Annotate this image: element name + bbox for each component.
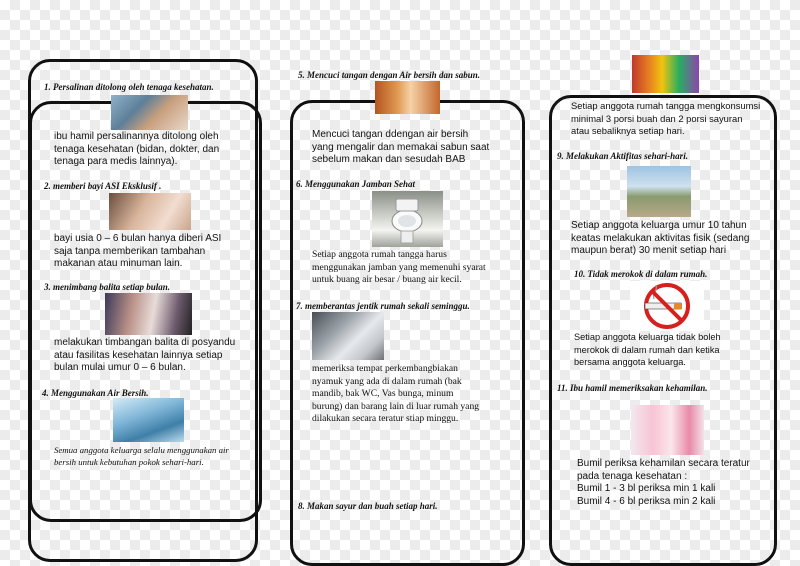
heading-7: 7. memberantas jentik rumah sekali seminggu.	[296, 301, 470, 311]
heading-5: 5. Mencuci tangan dengan Air bersih dan sabun.	[298, 70, 480, 80]
heading-8: 8. Makan sayur dan buah setiap hari.	[298, 501, 438, 511]
heading-9: 9. Melakukan Aktifitas sehari-hari.	[557, 151, 688, 161]
image-fogging	[312, 312, 384, 360]
heading-3: 3. menimbang balita setiap bulan.	[44, 282, 171, 292]
text-9: Setiap anggota keluarga umur 10 tahun keatas melakukan aktivitas fisik (sedang maupun berat) 30 menit setiap hari	[571, 220, 750, 256]
heading-10: 10. Tidak merokok di dalam rumah.	[574, 269, 708, 279]
image-childbirth	[111, 95, 188, 130]
text-6: Setiap anggota rumah tangga harus menggunakan jamban yang memenuhi syarat untuk buang air besar / buang air kecil.	[312, 249, 486, 285]
image-pregnancy-check	[631, 405, 704, 455]
text-3: melakukan timbangan balita di posyandu atau fasilitas kesehatan lainnya setiap bulan mulai umur 0 – 6 bulan.	[54, 337, 236, 373]
text-4: Semua anggota keluarga selalu menggunakan air bersih untuk kebutuhan pokok sehari-hari.	[54, 445, 229, 467]
heading-6: 6. Menggunakan Jamban Sehat	[296, 179, 416, 189]
heading-2: 2. memberi bayi ASI Eksklusif .	[44, 181, 162, 191]
image-handwashing	[375, 81, 440, 114]
image-exercise	[627, 166, 691, 217]
image-toilet	[372, 191, 443, 247]
image-fruits-vegetables	[632, 55, 699, 93]
text-11: Bumil periksa kehamilan secara teratur pada tenaga kesehatan : Bumil 1 - 3 bl periksa min 1 kali Bumil 4 - 6 bl periksa min 2 kali	[577, 458, 750, 507]
no-smoking-icon	[630, 281, 704, 331]
toilet-icon	[372, 191, 443, 247]
text-7: memeriksa tempat perkembangbiakan nyamuk yang ada di dalam rumah (bak mandib, bak WC, Vas bunga, minum burung) dan barang lain di luar rumah yang dilakukan secara teratur stiap minggu.	[312, 363, 480, 424]
heading-4: 4. Menggunakan Air Bersih.	[42, 388, 149, 398]
image-weighing	[105, 293, 192, 335]
heading-1: 1. Persalinan ditolong oleh tenaga kesehatan.	[44, 82, 214, 92]
text-5: Mencuci tangan ddengan air bersih yang mengalir dan memakai sabun saat sebelum makan dan sesudah BAB	[312, 129, 490, 165]
text-1: ibu hamil persalinannya ditolong oleh tenaga kesehatan (bidan, dokter, dan tenaga para medis lainnya).	[54, 131, 220, 167]
text-10: Setiap anggota keluarga tidak boleh merokok di dalam rumah dan ketika bersama anggota keluarga.	[574, 332, 721, 367]
image-breastfeeding	[109, 193, 191, 230]
text-2: bayi usia 0 – 6 bulan hanya diberi ASI saja tanpa memberikan tambahan makanan atau minuman lain.	[54, 233, 222, 269]
image-no-smoking	[630, 281, 704, 331]
heading-11: 11. Ibu hamil memeriksakan kehamilan.	[557, 383, 708, 393]
image-clean-water	[113, 398, 184, 442]
text-8: Setiap anggota rumah tangga mengkonsumsi minimal 3 porsi buah dan 2 porsi sayuran atau sebaliknya setiap hari.	[571, 100, 761, 136]
